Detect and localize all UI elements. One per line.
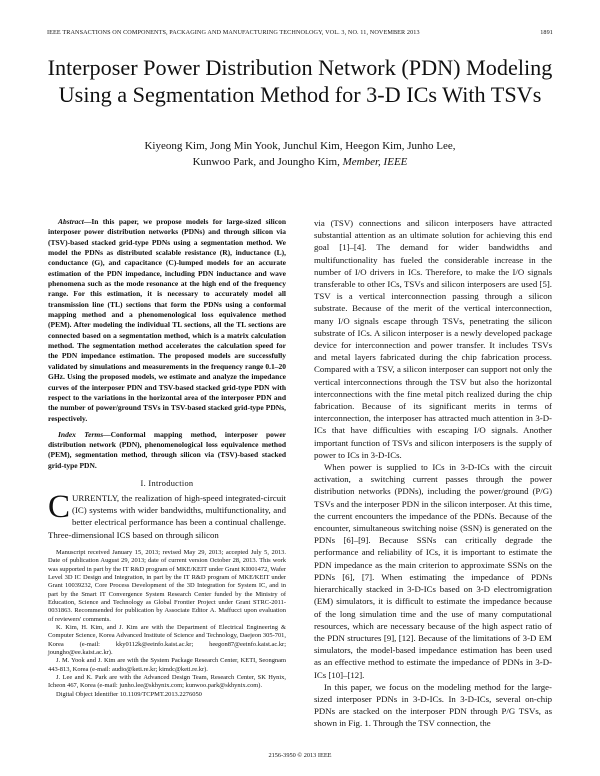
journal-header: IEEE TRANSACTIONS ON COMPONENTS, PACKAGING AND MANUFACTURING TECHNOLOGY, VOL. 3, NO. 11, NOVEMBER 2013 [47,29,420,36]
footnote-doi: Digital Object Identifier 10.1109/TCPMT.2013.2276050 [56,690,202,698]
right-column [314,217,552,730]
footnote-affiliation-2: J. M. Yook and J. Kim are with the System Package Research Center, KETI, Seongnam 443-813, Korea (e-mail: audio@keti.re.kr; kimdc@keti.re.kr). [48,657,286,673]
copyright-footer: 2156-3950 © 2013 IEEE [268,752,332,759]
abstract [48,217,286,424]
index-terms-label: Index Terms [58,429,104,439]
paper-title: Interposer Power Distribution Network (PDN) Modeling Using a Segmentation Method for 3-D ICs With TSVs [47,55,553,107]
running-head [47,29,553,41]
intro-text: URRENTLY, the realization of high-speed integrated-circuit (IC) systems with wider bandwidths, multifunctionality, and better electrical performance has been a continual challenge. Three-dimensional ICS based on through silicon [48,493,286,540]
abstract-label: Abstract [58,217,84,226]
left-column [48,217,286,699]
section-heading: I. Introduction [140,479,194,489]
body-paragraph-2: When power is supplied to ICs in 3-D-ICs with the circuit activation, a switching current passes through the power distribution networks (PDNs), including the power/ground (P/G) TSVs and the interposer PDN in the silicon interposer. At this time, the current encounters the impedance of the PDNs. Because of the encounter, simultaneous switching noise (SSN) is generated on the PDNs [6]–[9]. Because SSNs can critically degrade the performance and reliability of ICs, it is important to estimate the PDN impedance as the main criterion to approximate SSNs on the PDNs [6], [7]. When estimating the impedance of PDNs hierarchically stacked in 3-D-ICs based on 3-D electromigration (EM) simulators, it is difficult to estimate the impedance because of the long simulation time and the use of many computational resources, which are necessary because of the high aspect ratio of the PDN structures [9], [12]. Because of the limitations of 3-D EM simulators, the model-based impedance estimation has been used as an effective method to estimate the impedance of PDNs in 3-D-ICs [10]–[12]. [314,462,552,680]
author-line-2 [47,154,553,170]
author-list [47,138,553,170]
author-line-1: Kiyeong Kim, Jong Min Yook, Junchul Kim, Heegon Kim, Junho Lee, [144,140,456,152]
footnotes [48,549,286,699]
author-line-2-names: Kunwoo Park, and Joungho Kim, [192,156,340,168]
index-terms-text: —Conformal mapping method, interposer power distribution network (PDN), phenomenological loss equivalence method (PEM), segmentation method, through silicon via (TSV)-based stacked grid-type PDN. [48,429,286,470]
abstract-text: —In this paper, we propose models for large-sized silicon interposer power distribution networks (PDNs) and through silicon via (TSV)-based stacked grid-type PDNs using a segmentation method. We model the PDNs as distributed scalable resistance (R), inductance (L), conductance (G), and capacitance (C)-lumped models for an accurate estimation of the PDN impedance, including PDN inductance and wave phenomena such as the mode resonance at the high end of the frequency range. For this estimation, it is necessary to accurately model all transmission line (TL) sections that form the PDNs using a conformal mapping method and a phenomenological loss equivalence method (PEM). After modeling the individual TL sections, all the TL sections are connected based on a segmentation method, which is a matrix calculation method. The segmentation method accelerates the calculation speed for the PDN impedance estimation. The proposed models are successfully validated by simulations and measurements in the frequency range 0.1–20 GHz. Using the proposed models, we estimate and analyze the impedance curves of the interposer PDN and TSV-based stacked grid-type PDN with respect to the variations in the horizontal area of the interposer PDN and the number of power/ground TSVs in TSV-based stacked grid-type PDNs, respectively. [48,217,286,423]
body-paragraph-3: In this paper, we focus on the modeling method for the large-sized interposer PDNs in 3-D-ICs. In 3-D-ICs, several on-chip PDNs are stacked on the interposer PDN through P/G TSVs, as shown in Fig. 1. Through the TSV connection, the [314,681,552,729]
drop-cap: C [48,489,71,526]
body-paragraph-1: via (TSV) connections and silicon interposers have attracted substantial attention as an ultimate solution for achieving this end goal [1]–[4]. The demand for wider bandwidths and multifunctionality has fueled the considerable increase in the number of I/O drivers in ICs. Therefore, to make the I/O signals transferable to other ICs, TSVs and silicon interposers are used [5]. TSV is a vertical interconnection passing through a silicon substrate. Because of the merit of the vertical interconnection, many I/O signals escape through TSVs, penetrating the silicon substrate of ICs. A silicon interposer is a newly developed package device for interconnection and power transfer. It includes TSVs and metal layers fabricated during the chip fabrication process. Compared with a TSV, a silicon interposer can support not only the vertical interconnections through the TSV but also the horizontal interconnections with the fine metal pitch realized during the chip fabrication. Because of its significant merits in terms of interconnection, the interposer has attracted much attention in 3-D-ICs that have difficulties with escaping I/O signals. Another important function of TSVs and silicon interposers is the supply of power to ICs in 3-D-ICs. [314,218,552,460]
footnote-manuscript: Manuscript received January 15, 2013; revised May 29, 2013; accepted July 5, 2013. Date of publication August 29, 2013; date of current version October 28, 2013. This work was supported in part by the IT R&D program of MKE/KEIT under Grant KI001472, Wafer Level 3D IC Design and Integration, in part by the IT R&D program of MKE/KEIT under Grant 10039232, Core Process Development of the 3D Integration for System IC, and in part by the Smart IT Convergence System Research Center funded by the Ministry of Education, Science and Technology as Global Frontier Project under Grant STRC-2011-0031863. Recommended for publication by Associate Editor A. Maffucci upon evaluation of reviewers' comments. [48,548,286,623]
intro-paragraph [48,489,286,541]
index-terms [48,430,286,471]
author-membership: Member, IEEE [342,156,408,168]
page-number: 1891 [540,29,553,36]
footnote-affiliation-1: K. Kim, H. Kim, and J. Kim are with the Department of Electrical Engineering & Computer Science, Korea Advanced Institute of Science and Technology, Daejeon 305-701, Korea (e-mail: kky0112k@eeinfo.kaist.ac.kr; heegon87@eeinfo.kaist.ac.kr; joungho@ee.kaist.ac.kr). [48,623,286,656]
footnote-affiliation-3: J. Lee and K. Park are with the Advanced Design Team, Research Center, SK Hynix, Icheon 467, Korea (e-mail: junho.lee@skhynix.com; kunwoo.park@skhynix.com). [48,674,286,690]
